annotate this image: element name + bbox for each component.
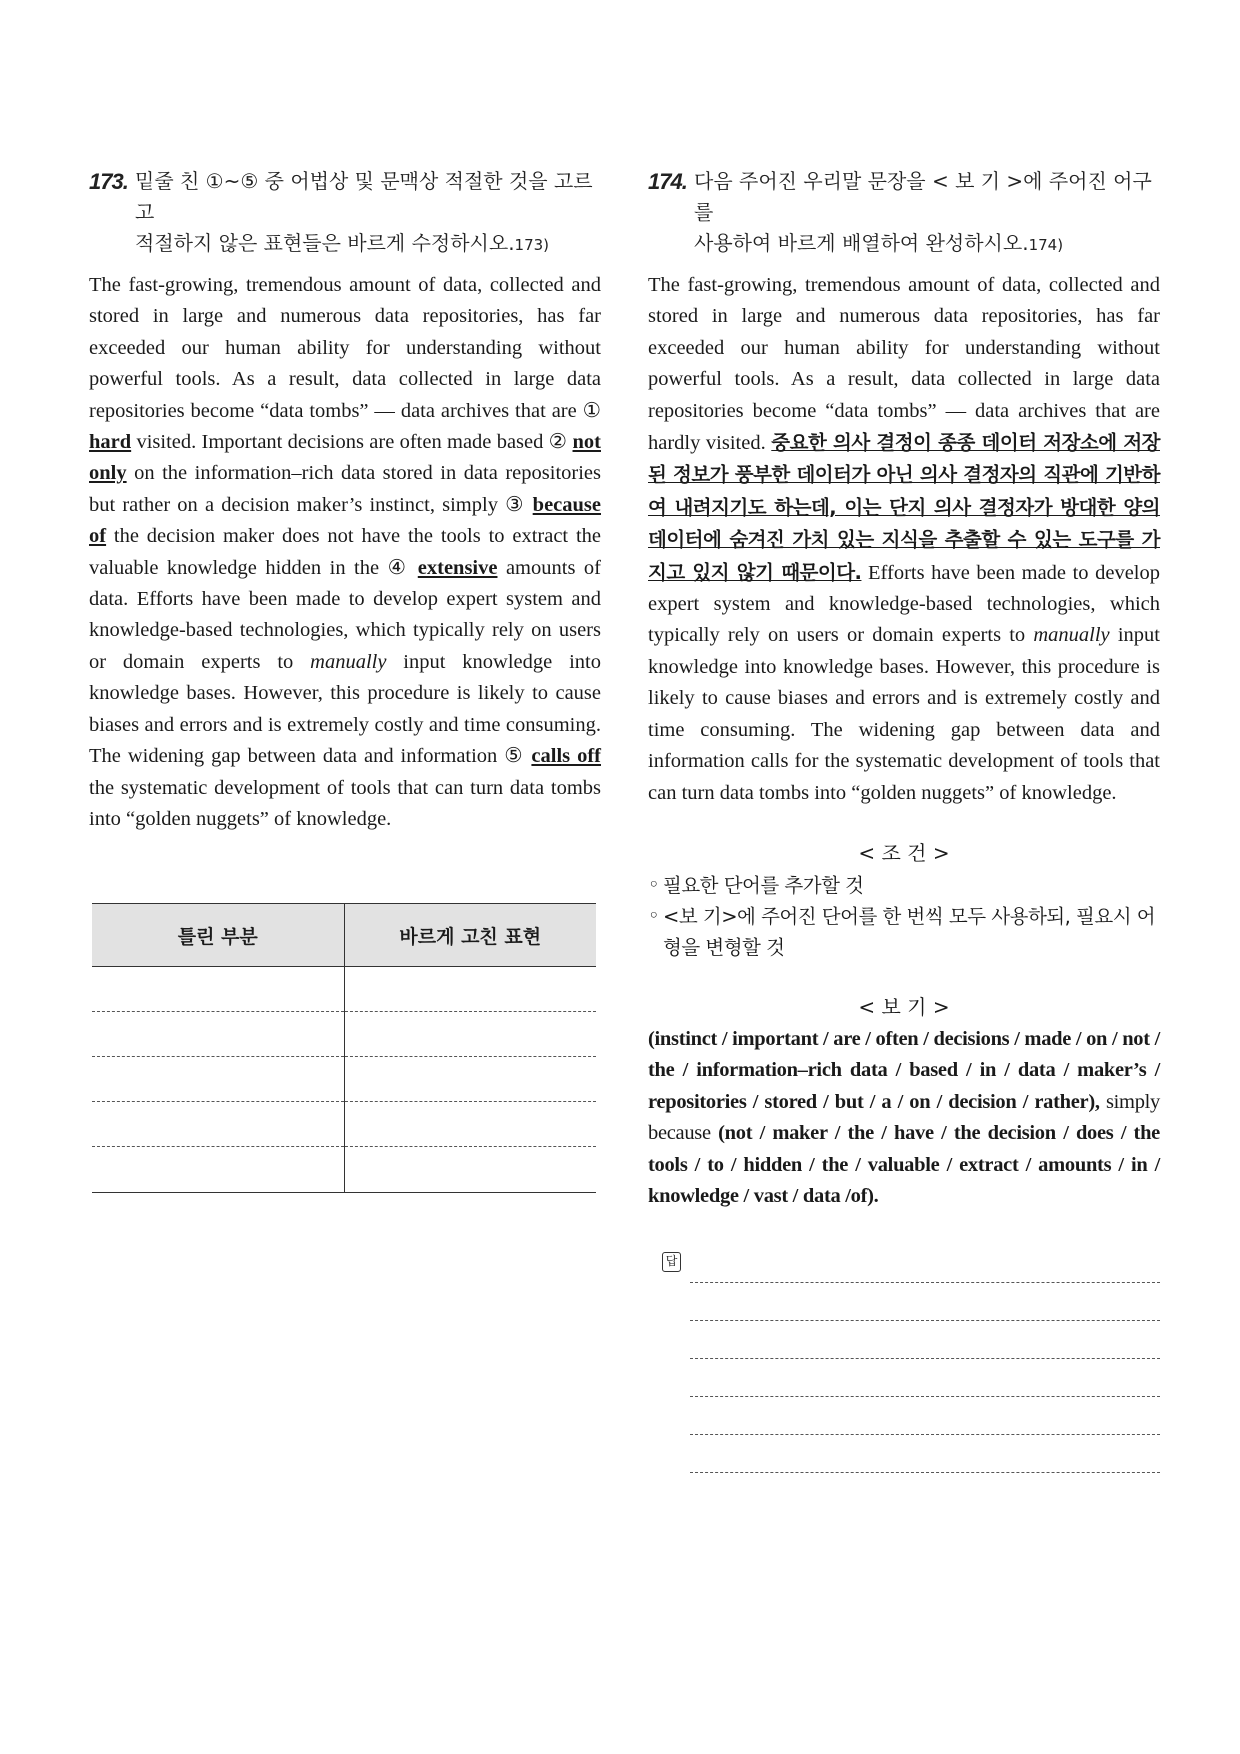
table-row: [92, 967, 596, 1012]
answer-line[interactable]: [690, 1435, 1160, 1473]
answer-line[interactable]: [690, 1321, 1160, 1359]
table-cell[interactable]: [92, 1012, 344, 1057]
instruction-line-1: 밑줄 친 ①~⑤ 중 어법상 및 문맥상 적절한 것을 고르고: [135, 169, 593, 224]
answer-line[interactable]: [690, 1283, 1160, 1321]
word-group-2: (not / maker / the / have / the decision / does / the tools / to / hidden / the / valuable / extract / amounts / in / knowledge / vast / data /of).: [648, 1122, 1160, 1207]
answer-line[interactable]: [690, 1397, 1160, 1435]
table-row: [92, 1147, 596, 1193]
italic-word: manually: [310, 650, 387, 673]
italic-word: manually: [1033, 624, 1110, 647]
table-cell[interactable]: [344, 1147, 596, 1193]
table-row: [92, 1012, 596, 1057]
question-number: 173.: [89, 169, 128, 194]
underlined-3: because of: [89, 493, 601, 548]
conditions-title: < 조 건 >: [858, 840, 950, 865]
example-title: < 보 기 >: [858, 994, 950, 1019]
table-row: [92, 1102, 596, 1147]
answer-line[interactable]: [690, 1359, 1160, 1397]
underlined-4: extensive: [417, 556, 498, 579]
condition-item: ◦ <보 기>에 주어진 단어를 한 번씩 모두 사용하되, 필요시 어형을 변형할 것: [648, 901, 1160, 963]
korean-sentence: 중요한 의사 결정이 종종 데이터 저장소에 저장된 정보가 풍부한 데이터가 아닌 의사 결정자의 직관에 기반하여 내려지기도 하는데, 이는 단지 의사 결정자가 방대한 양의 데이터에 숨겨진 가치 있는 지식을 추출할 수 있는 도구를 가지고 있지 않기 때문이다.: [648, 431, 1160, 584]
instruction-line-1: 다음 주어진 우리말 문장을 < 보 기 >에 주어진 어구를: [694, 169, 1152, 224]
word-group-1: (instinct / important / are / often / decisions / made / on / not / the / information–rich data / based / in / data / maker’s / repositories / stored / but / a / on / decision / rather),: [648, 1027, 1160, 1113]
passage-text: The fast-growing, tremendous amount of data, collected and stored in large and numerous data repositories, has far exceeded our human ability for understanding without powerful tools. As a result, data collected in large data repositories become “data tombs” — data archives that are hardly visited.: [648, 274, 1160, 455]
underlined-5: calls off: [531, 745, 601, 768]
word-bank: [648, 1024, 1160, 1212]
answer-area: [648, 1252, 1160, 1473]
underlined-1: hard: [89, 431, 132, 454]
table-cell[interactable]: [344, 967, 596, 1012]
table-cell[interactable]: [92, 967, 344, 1012]
passage-174: [648, 270, 1160, 809]
passage-text: input knowledge into knowledge bases. However, this procedure is likely to cause biases and errors and is extremely costly and time consuming. The widening gap between data and information ⑤: [89, 650, 601, 768]
table-header-row: [92, 904, 596, 967]
footnote-ref: 174): [1028, 236, 1064, 254]
table-cell[interactable]: [344, 1102, 596, 1147]
instruction-line-2: 적절하지 않은 표현들은 바르게 수정하시오.: [135, 231, 515, 255]
table-row: [92, 1057, 596, 1102]
condition-item: ◦ 필요한 단어를 추가할 것: [648, 870, 1160, 901]
table-cell[interactable]: [344, 1012, 596, 1057]
passage-text: the decision maker does not have the tools to extract the valuable knowledge hidden in the ④: [89, 525, 601, 579]
answer-table: [92, 903, 596, 1193]
question-173-header: [89, 166, 601, 261]
conditions-list: [648, 870, 1160, 963]
table-cell[interactable]: [92, 1147, 344, 1193]
passage-text: The fast-growing, tremendous amount of data, collected and stored in large and numerous data repositories, has far exceeded our human ability for understanding without powerful tools. As a result, data collected in large data repositories become “data tombs” — data archives that are ①: [89, 274, 601, 422]
passage-text: amounts of data. Efforts have been made to develop expert system and knowledge-based technologies, which typically rely on users or domain experts to: [89, 556, 601, 673]
question-174-header: [648, 166, 1160, 261]
passage-173: [89, 270, 601, 835]
passage-text: input knowledge into knowledge bases. However, this procedure is likely to cause biases and errors and is extremely costly and time consuming. The widening gap between data and information calls for the systematic development of tools that can turn data tombs into “golden nuggets” of knowledge.: [648, 624, 1160, 804]
footnote-ref: 173): [514, 236, 550, 254]
question-174: [648, 166, 1160, 1473]
passage-text: on the information–rich data stored in data repositories but rather on a decision maker’s instinct, simply ③: [89, 462, 601, 516]
word-connector: simply because: [648, 1090, 1160, 1145]
question-number: 174.: [648, 169, 687, 194]
passage-text: Efforts have been made to develop expert system and knowledge-based technologies, which typically rely on users or domain experts to: [648, 561, 1160, 647]
table-cell[interactable]: [92, 1057, 344, 1102]
answer-label: 답: [662, 1252, 681, 1272]
question-173: [89, 166, 601, 835]
instruction-line-2: 사용하여 바르게 배열하여 완성하시오.: [694, 231, 1029, 255]
table-cell[interactable]: [92, 1102, 344, 1147]
underlined-2: not only: [89, 431, 601, 485]
passage-text: the systematic development of tools that can turn data tombs into “golden nuggets” of knowledge.: [89, 776, 601, 830]
table-cell[interactable]: [344, 1057, 596, 1102]
table-header-wrong: 틀린 부분: [92, 904, 344, 967]
table-header-correct: 바르게 고친 표현: [344, 904, 596, 967]
answer-line[interactable]: [690, 1252, 1160, 1283]
passage-text: visited. Important decisions are often made based ②: [131, 431, 573, 454]
